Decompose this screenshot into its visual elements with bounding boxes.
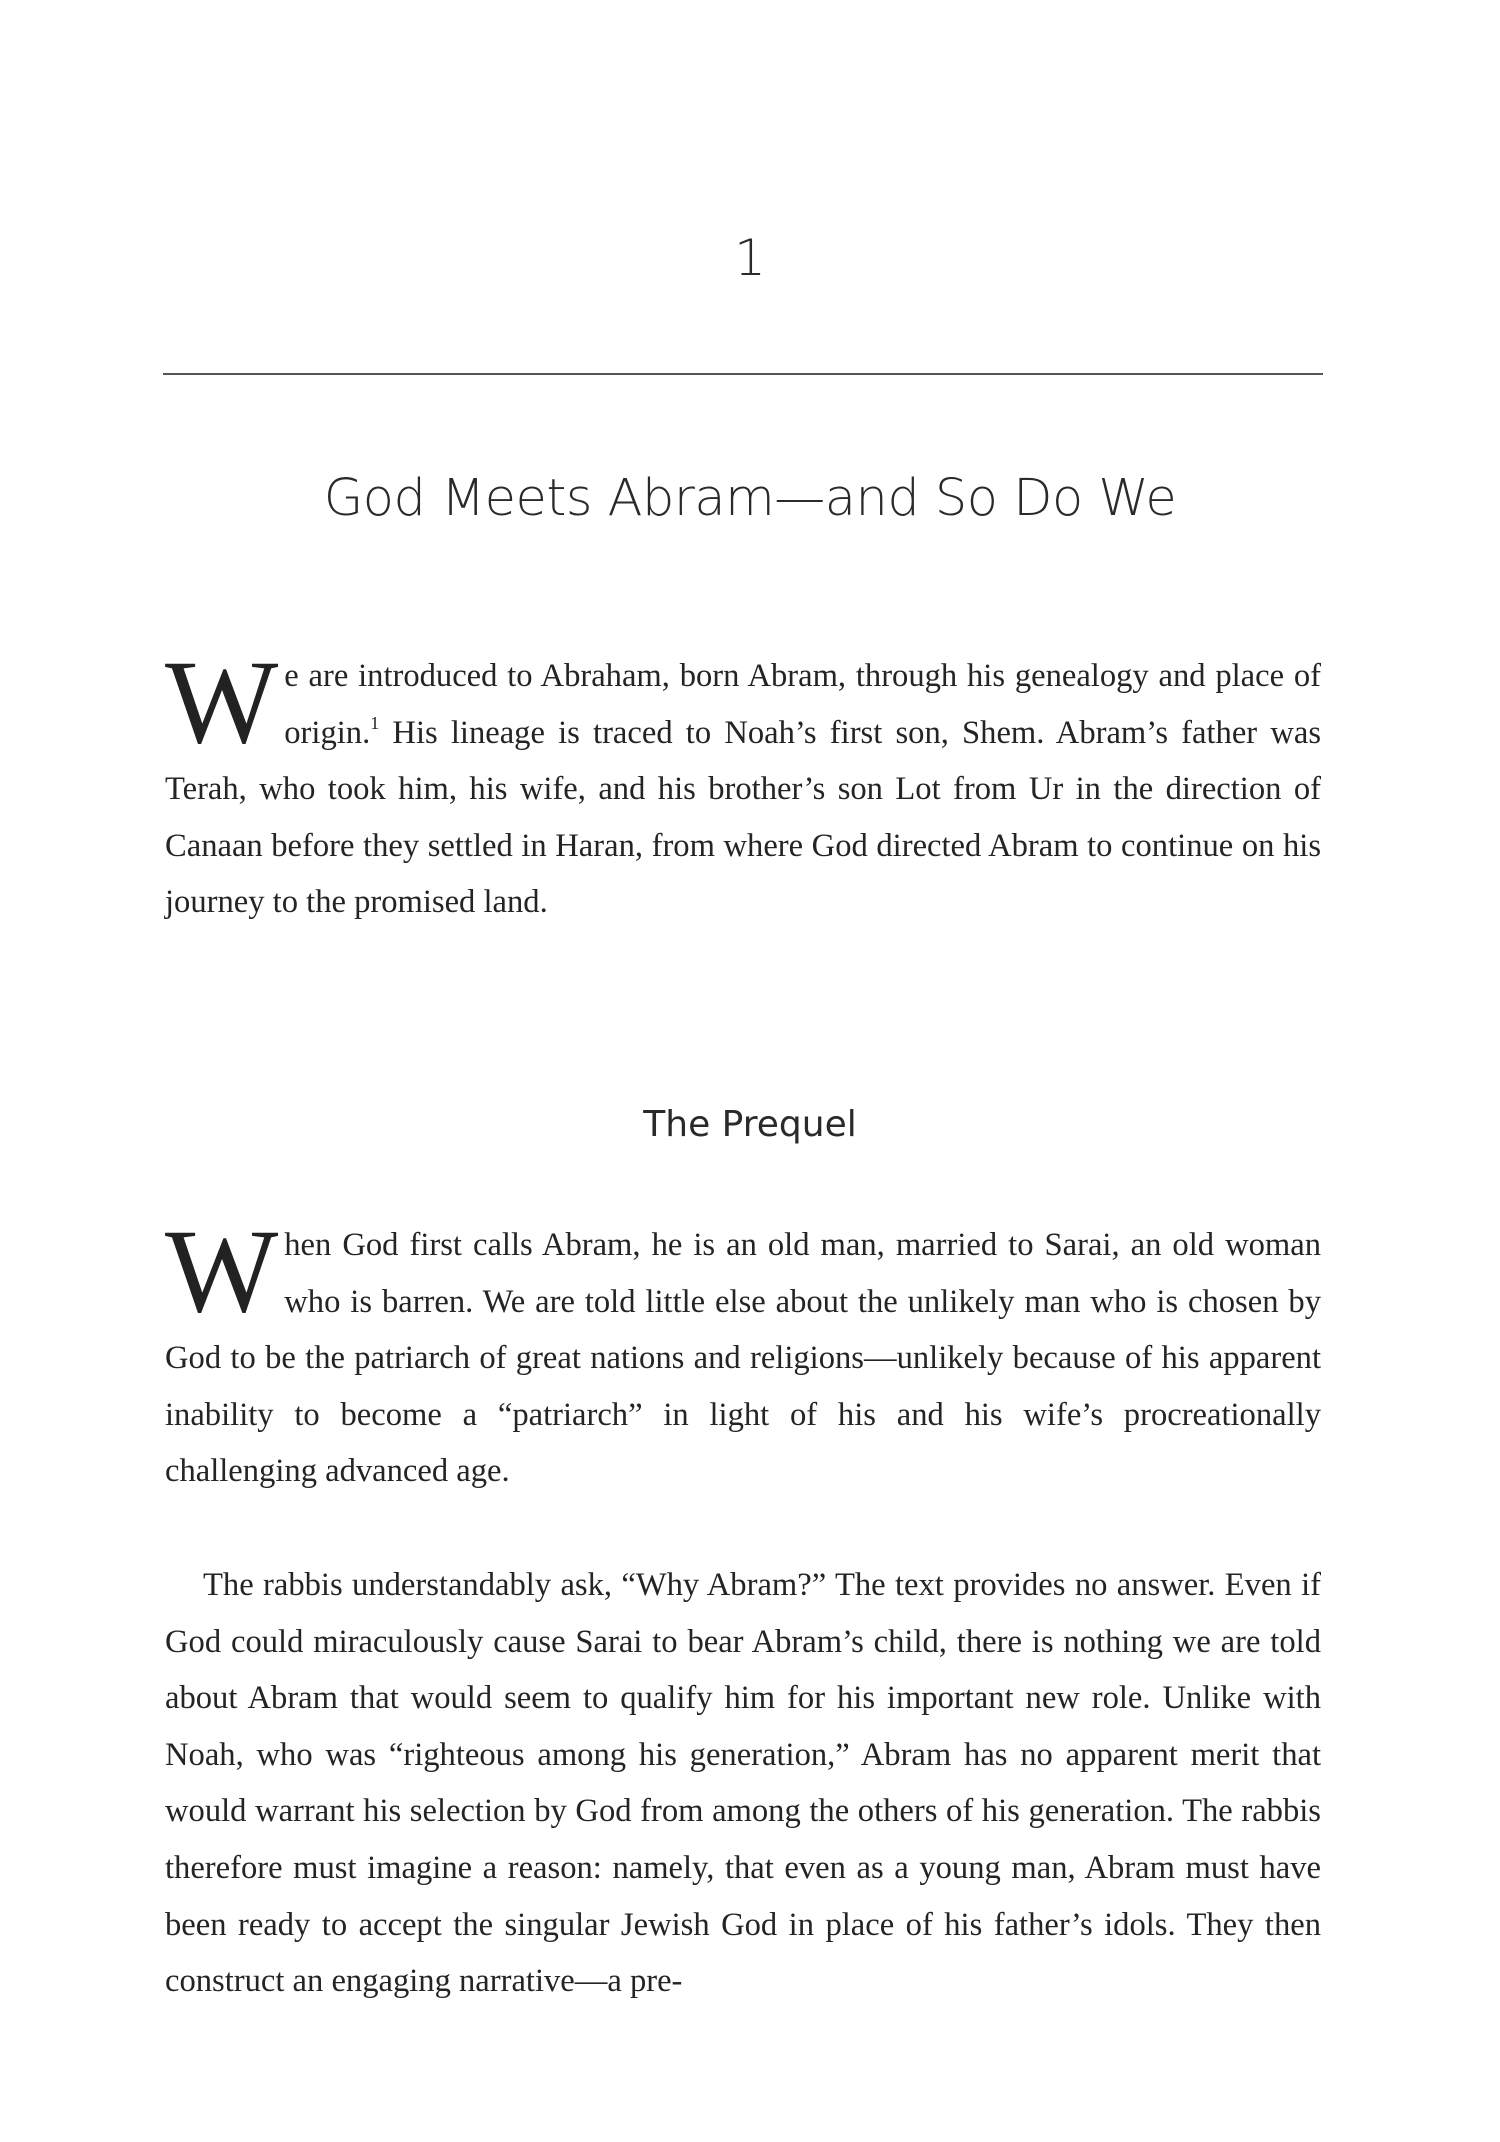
- section-paragraph-1: [165, 1204, 1321, 1500]
- section-paragraph-2: The rabbis understandably ask, “Why Abram?” The text provides no answer. Even if God could miraculously cause Sarai to bear Abram’s child, there is nothing we are told about Abram that would seem to qualify him for his important new role. Unlike with Noah, who was “righteous among his generation,” Abram has no apparent merit that would warrant his selection by God from among the others of his generation. The rabbis therefore must imagine a reason: namely, that even as a young man, Abram must have been ready to accept the singular Jewish God in place of his father’s idols. They then construct an engaging narrative—a pre-: [165, 1567, 1321, 2000]
- chapter-divider: [163, 373, 1323, 375]
- footnote-marker: 1: [370, 712, 380, 733]
- section-title: The Prequel: [643, 1104, 857, 1145]
- drop-cap: W: [165, 635, 279, 768]
- intro-text-after-note: His lineage is traced to Noah’s first son, Shem. Abram’s father was Terah, who took him, his wife, and his brother’s son Lot from Ur in the direction of Canaan before they settled in Haran, from where God directed Abram to continue on his journey to the promised land.: [165, 714, 1321, 921]
- drop-cap: W: [165, 1204, 279, 1337]
- intro-text-before-note: e are introduced to Abraham, born Abram, through his genealogy and place of origin.: [284, 658, 1321, 751]
- chapter-title: God Meets Abram—and So Do We: [323, 469, 1177, 528]
- intro-paragraph: [165, 635, 1321, 931]
- chapter-number: 1: [734, 229, 766, 287]
- section-paragraph-1-text: hen God first calls Abram, he is an old man, married to Sarai, an old woman who is barren. We are told little else about the unlikely man who is chosen by God to be the patriarch of great nations and religions—unlikely because of his apparent inability to become a “patriarch” in light of his and his wife’s procreationally challenging advanced age.: [165, 1227, 1321, 1490]
